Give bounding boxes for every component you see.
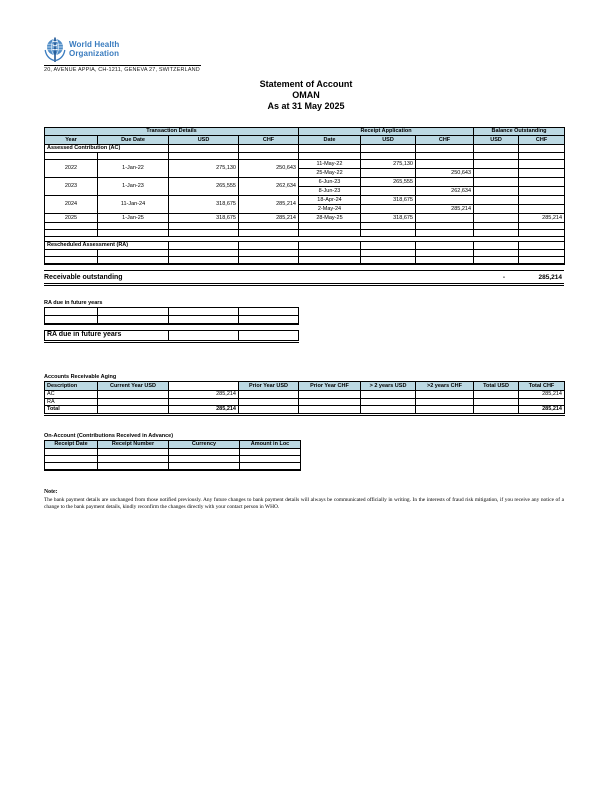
receipt-usd-cell: 275,130 <box>361 160 416 169</box>
empty-cell <box>45 463 98 470</box>
empty-cell <box>45 257 98 264</box>
empty-cell <box>239 230 299 237</box>
receipt-usd-cell: 265,555 <box>361 178 416 187</box>
usd-cell: 318,675 <box>169 214 239 223</box>
chf-cell: 262,634 <box>239 178 299 196</box>
col-bal-usd: USD <box>474 136 519 145</box>
empty-cell <box>239 242 299 250</box>
empty-cell <box>361 153 416 160</box>
ra-future-table <box>44 307 299 325</box>
empty-cell <box>169 257 239 264</box>
aging-cell <box>299 398 361 406</box>
ra-section-row <box>45 242 565 250</box>
note-text: The bank payment details are unchanged from those notified previously. Any future changes to bank payment details will always be communicated officially in writing. In the interests of fraud risk mitigation, if you receive any notice of a change to the bank payment details, kindly reconfirm the changes directly with your contact person in WHO. <box>44 497 564 510</box>
year-row-2025 <box>45 214 565 223</box>
main-table <box>44 127 565 265</box>
empty-row <box>45 463 301 470</box>
ra-future-bold-row <box>45 331 299 342</box>
empty-cell <box>45 153 98 160</box>
aging-desc: AC <box>45 391 98 399</box>
receipt-usd-cell: 318,675 <box>361 214 416 223</box>
aging-col-2yrs-chf: >2 years CHF <box>416 382 474 391</box>
empty-cell <box>239 257 299 264</box>
col-year: Year <box>45 136 98 145</box>
onacct-col-currency: Currency <box>169 441 240 449</box>
aging-cell <box>519 398 565 406</box>
empty-cell <box>361 242 416 250</box>
empty-cell <box>299 153 361 160</box>
aging-cell: 285,214 <box>169 406 239 415</box>
receipt-usd-cell <box>361 205 416 214</box>
empty-cell <box>239 250 299 257</box>
aging-cell <box>169 398 239 406</box>
bal-chf-cell <box>519 160 565 169</box>
onacct-col-receipt-number: Receipt Number <box>98 441 169 449</box>
bal-chf-cell <box>519 196 565 205</box>
col-bal-chf: CHF <box>519 136 565 145</box>
col-due-date: Due Date <box>98 136 169 145</box>
receipt-chf-cell <box>416 160 474 169</box>
aging-cell <box>361 391 416 399</box>
empty-cell <box>239 308 299 316</box>
ra-future-label: RA due in future years <box>44 300 103 306</box>
group-balance-outstanding: Balance Outstanding <box>474 128 565 136</box>
empty-cell <box>45 250 98 257</box>
empty-cell <box>98 449 169 456</box>
aging-cell <box>98 406 169 415</box>
receivable-chf: 285,214 <box>538 273 562 281</box>
aging-cell: 285,214 <box>519 406 565 415</box>
empty-row <box>45 223 565 230</box>
due-date-cell: 1-Jan-25 <box>98 214 169 223</box>
aging-cell <box>98 398 169 406</box>
due-date-cell: 1-Jan-23 <box>98 178 169 196</box>
year-cell: 2025 <box>45 214 98 223</box>
empty-cell <box>169 463 240 470</box>
aging-cell <box>416 391 474 399</box>
empty-cell <box>169 308 239 316</box>
empty-cell <box>474 230 519 237</box>
aging-col-blank <box>169 382 239 391</box>
bal-chf-cell <box>519 178 565 187</box>
year-row-2022 <box>45 160 565 169</box>
empty-cell <box>98 463 169 470</box>
bal-usd-cell <box>474 196 519 205</box>
col-usd: USD <box>169 136 239 145</box>
country-name: OMAN <box>292 90 320 100</box>
onacct-col-receipt-date: Receipt Date <box>45 441 98 449</box>
bal-usd-cell <box>474 169 519 178</box>
col-receipt-usd: USD <box>361 136 416 145</box>
receipt-chf-cell <box>416 178 474 187</box>
receipt-usd-cell <box>361 169 416 178</box>
group-header-row <box>45 128 565 136</box>
note-label: Note: <box>44 489 58 495</box>
empty-cell <box>416 145 474 153</box>
receivable-usd: - <box>502 273 505 281</box>
year-row-2023 <box>45 178 565 187</box>
year-cell: 2024 <box>45 196 98 214</box>
receipt-chf-cell: 285,214 <box>416 205 474 214</box>
empty-row <box>45 257 565 264</box>
receipt-chf-cell: 250,643 <box>416 169 474 178</box>
receipt-date-cell: 8-Jun-23 <box>299 187 361 196</box>
empty-cell <box>169 223 239 230</box>
empty-cell <box>45 223 98 230</box>
empty-cell <box>169 449 240 456</box>
aging-row-ra <box>45 398 565 406</box>
aging-desc: Total <box>45 406 98 415</box>
aging-cell <box>299 391 361 399</box>
usd-cell: 265,555 <box>169 178 239 196</box>
empty-cell <box>98 250 169 257</box>
receivable-label: Receivable outstanding <box>44 273 123 281</box>
chf-cell: 250,643 <box>239 160 299 178</box>
on-account-label: On-Account (Contributions Received in Advance) <box>44 433 174 439</box>
empty-cell <box>361 145 416 153</box>
empty-cell <box>169 250 239 257</box>
receipt-usd-cell: 318,675 <box>361 196 416 205</box>
on-account-table <box>44 440 301 471</box>
empty-cell <box>169 230 239 237</box>
empty-cell <box>416 223 474 230</box>
empty-cell <box>361 250 416 257</box>
empty-cell <box>169 316 239 324</box>
receipt-chf-cell: 262,634 <box>416 187 474 196</box>
empty-row <box>45 308 299 316</box>
empty-cell <box>239 223 299 230</box>
as-at-date: As at 31 May 2025 <box>267 101 345 111</box>
empty-cell <box>519 242 565 250</box>
aging-col-total-usd: Total USD <box>474 382 519 391</box>
empty-cell <box>98 153 169 160</box>
empty-cell <box>299 230 361 237</box>
empty-cell <box>299 223 361 230</box>
aging-col-description: Description <box>45 382 98 391</box>
empty-cell <box>169 242 239 250</box>
aging-cell <box>361 406 416 415</box>
bal-usd-cell <box>474 160 519 169</box>
aging-table <box>44 381 565 416</box>
empty-cell <box>98 223 169 230</box>
ra-future-total-row <box>44 330 299 343</box>
receipt-date-cell: 11-May-22 <box>299 160 361 169</box>
aging-cell: 285,214 <box>169 391 239 399</box>
due-date-cell: 1-Jan-22 <box>98 160 169 178</box>
empty-row <box>45 230 565 237</box>
empty-cell <box>519 250 565 257</box>
aging-cell <box>474 406 519 415</box>
chf-cell: 285,214 <box>239 196 299 214</box>
ra-future-bold-label: RA due in future years <box>45 331 169 342</box>
col-date: Date <box>299 136 361 145</box>
empty-cell <box>519 223 565 230</box>
col-chf: CHF <box>239 136 299 145</box>
empty-cell <box>239 316 299 324</box>
empty-cell <box>474 153 519 160</box>
empty-cell <box>474 250 519 257</box>
receipt-date-cell: 2-May-24 <box>299 205 361 214</box>
aging-col-prior-usd: Prior Year USD <box>239 382 299 391</box>
empty-cell <box>299 250 361 257</box>
empty-cell <box>416 257 474 264</box>
empty-cell <box>416 230 474 237</box>
receipt-usd-cell <box>361 187 416 196</box>
year-cell: 2022 <box>45 160 98 178</box>
group-transaction-details: Transaction Details <box>45 128 299 136</box>
empty-cell <box>474 145 519 153</box>
empty-row <box>45 316 299 324</box>
bal-chf-cell <box>519 169 565 178</box>
year-cell: 2023 <box>45 178 98 196</box>
empty-cell <box>519 153 565 160</box>
usd-cell: 318,675 <box>169 196 239 214</box>
aging-cell <box>239 391 299 399</box>
empty-cell <box>474 242 519 250</box>
aging-cell <box>474 398 519 406</box>
empty-cell <box>519 230 565 237</box>
receipt-chf-cell <box>416 214 474 223</box>
empty-cell <box>98 316 169 324</box>
aging-cell <box>239 398 299 406</box>
empty-cell <box>299 242 361 250</box>
empty-cell <box>474 257 519 264</box>
empty-row <box>45 250 565 257</box>
aging-col-2yrs-usd: > 2 years USD <box>361 382 416 391</box>
logo-line1: World Health <box>69 40 120 49</box>
empty-cell <box>240 456 301 463</box>
ac-section-row <box>45 145 565 153</box>
on-account-header-row <box>45 441 301 449</box>
aging-row-ac <box>45 391 565 399</box>
empty-cell <box>98 456 169 463</box>
aging-col-total-chf: Total CHF <box>519 382 565 391</box>
empty-cell <box>416 250 474 257</box>
bal-usd-cell <box>474 178 519 187</box>
receipt-date-cell: 6-Jun-23 <box>299 178 361 187</box>
receivable-outstanding-row <box>44 270 564 286</box>
aging-header-row <box>45 382 565 391</box>
aging-cell <box>416 398 474 406</box>
bal-chf-cell <box>519 205 565 214</box>
empty-cell <box>239 153 299 160</box>
empty-cell <box>169 331 239 342</box>
logo-line2: Organization <box>69 49 120 58</box>
aging-col-current-usd: Current Year USD <box>98 382 169 391</box>
receipt-date-cell: 25-May-22 <box>299 169 361 178</box>
empty-row <box>45 449 301 456</box>
empty-cell <box>169 456 240 463</box>
receipt-chf-cell <box>416 196 474 205</box>
aging-desc: RA <box>45 398 98 406</box>
empty-cell <box>98 257 169 264</box>
empty-cell <box>299 145 361 153</box>
aging-cell <box>416 406 474 415</box>
due-date-cell: 11-Jan-24 <box>98 196 169 214</box>
bal-usd-cell <box>474 214 519 223</box>
empty-cell <box>169 145 239 153</box>
empty-cell <box>361 230 416 237</box>
column-header-row <box>45 136 565 145</box>
col-receipt-chf: CHF <box>416 136 474 145</box>
empty-cell <box>45 316 98 324</box>
empty-cell <box>239 145 299 153</box>
receipt-date-cell: 18-Apr-24 <box>299 196 361 205</box>
empty-cell <box>239 331 299 342</box>
bal-chf-cell: 285,214 <box>519 214 565 223</box>
empty-cell <box>240 449 301 456</box>
empty-cell <box>45 308 98 316</box>
aging-cell <box>299 406 361 415</box>
empty-cell <box>45 230 98 237</box>
onacct-col-amount: Amount in Loc <box>240 441 301 449</box>
aging-cell: 285,214 <box>519 391 565 399</box>
empty-cell <box>45 456 98 463</box>
header-rule <box>44 65 201 66</box>
aging-cell <box>361 398 416 406</box>
aging-col-prior-chf: Prior Year CHF <box>299 382 361 391</box>
who-emblem-icon <box>44 37 66 63</box>
empty-cell <box>98 230 169 237</box>
empty-cell <box>474 223 519 230</box>
aging-cell <box>98 391 169 399</box>
empty-cell <box>361 223 416 230</box>
title-block <box>0 79 612 112</box>
empty-cell <box>240 463 301 470</box>
empty-cell <box>519 257 565 264</box>
aging-cell <box>239 406 299 415</box>
ra-section-label: Rescheduled Assessment (RA) <box>45 242 169 250</box>
empty-row <box>45 153 565 160</box>
bal-usd-cell <box>474 205 519 214</box>
year-row-2024 <box>45 196 565 205</box>
aging-label: Accounts Receivable Aging <box>44 374 117 380</box>
ac-section-label: Assessed Contribution (AC) <box>45 145 169 153</box>
chf-cell: 285,214 <box>239 214 299 223</box>
aging-row-total <box>45 406 565 415</box>
logo-wordmark <box>69 40 119 58</box>
empty-cell <box>519 145 565 153</box>
org-address: 20, AVENUE APPIA, CH-1211, GENEVA 27, SWITZERLAND <box>44 67 200 73</box>
usd-cell: 275,130 <box>169 160 239 178</box>
group-receipt-application: Receipt Application <box>299 128 474 136</box>
page-title: Statement of Account <box>259 79 353 89</box>
aging-cell <box>474 391 519 399</box>
empty-cell <box>98 308 169 316</box>
empty-cell <box>416 242 474 250</box>
empty-cell <box>169 153 239 160</box>
bal-usd-cell <box>474 187 519 196</box>
empty-row <box>45 456 301 463</box>
receipt-date-cell: 28-May-25 <box>299 214 361 223</box>
empty-cell <box>299 257 361 264</box>
empty-cell <box>361 257 416 264</box>
empty-cell <box>45 449 98 456</box>
empty-cell <box>416 153 474 160</box>
bal-chf-cell <box>519 187 565 196</box>
